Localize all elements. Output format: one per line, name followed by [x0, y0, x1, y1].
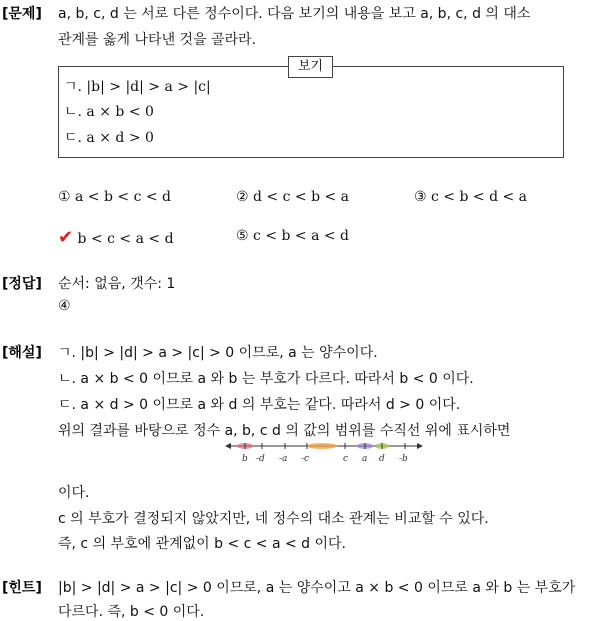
answer-line-2: ④	[58, 298, 71, 314]
solution-line-1: ㄱ. |b| > |d| > a > |c| > 0 이므로, a 는 양수이다.	[58, 345, 378, 361]
hint-line-2: 다르다. 즉, b < 0 이다.	[58, 604, 205, 620]
nl-label-b: b	[242, 454, 248, 464]
bogi-title: 보기	[288, 56, 333, 78]
nl-label-neg-d: -d	[256, 454, 265, 464]
solution-line-4: 위의 결과를 바탕으로 정수 a, b, c d 의 값의 범위를 수직선 위에 표시하면	[58, 423, 511, 439]
solution-after-2: c 의 부호가 결정되지 않았지만, 네 정수의 대소 관계는 비교할 수 있다.	[58, 511, 489, 527]
solution-line-3: ㄷ. a × d > 0 이므로 a 와 d 의 부호는 같다. 따라서 d > 0 이다.	[58, 397, 461, 413]
problem-line-1: a, b, c, d 는 서로 다른 정수이다. 다음 보기의 내용을 보고 a, b, c, d 의 대소	[58, 6, 531, 22]
nl-label-c: c	[343, 454, 349, 464]
nl-label-neg-b: -b	[399, 454, 408, 464]
number-line-right-arrow	[417, 443, 423, 449]
hint-line-1: |b| > |d| > a > |c| > 0 이므로, a 는 양수이고 a × b < 0 이므로 a 와 b 는 부호가	[58, 580, 576, 596]
solution-tag: [해설]	[2, 345, 42, 361]
solution-line-2: ㄴ. a × b < 0 이므로 a 와 b 는 부호가 다르다. 따라서 b < 0 이다.	[58, 371, 474, 387]
nl-label-neg-a: -a	[279, 454, 288, 464]
choice-3[interactable]: ③ c < b < d < a	[414, 189, 528, 205]
bogi-item-2: ㄴ. a × b < 0	[64, 104, 154, 120]
number-line	[225, 439, 425, 465]
nl-label-a: a	[362, 454, 368, 464]
region-c	[307, 443, 337, 449]
solution-after-3: 즉, c 의 부호에 관계없이 b < c < a < d 이다.	[58, 536, 347, 552]
check-mark-icon: ✔	[58, 227, 74, 248]
number-line-left-arrow	[225, 443, 231, 449]
problem-tag: [문제]	[2, 6, 42, 22]
answer-line-1: 순서: 없음, 갯수: 1	[58, 276, 176, 292]
bogi-item-3: ㄷ. a × d > 0	[64, 130, 154, 146]
solution-after-1: 이다.	[58, 485, 90, 501]
choice-5[interactable]: ⑤ c < b < a < d	[236, 228, 350, 244]
answer-tag: [정답]	[2, 276, 42, 292]
choice-4-label: b < c < a < d	[77, 231, 174, 247]
nl-label-d: d	[379, 454, 385, 464]
choice-4[interactable]	[58, 227, 174, 248]
problem-line-2: 관계를 옳게 나타낸 것을 골라라.	[58, 32, 257, 48]
nl-label-neg-c: -c	[301, 454, 310, 464]
choice-1[interactable]: ① a < b < c < d	[58, 189, 172, 205]
hint-tag: [힌트]	[2, 580, 42, 596]
bogi-item-1: ㄱ. |b| > |d| > a > |c|	[64, 79, 211, 95]
choice-2[interactable]: ② d < c < b < a	[236, 189, 350, 205]
